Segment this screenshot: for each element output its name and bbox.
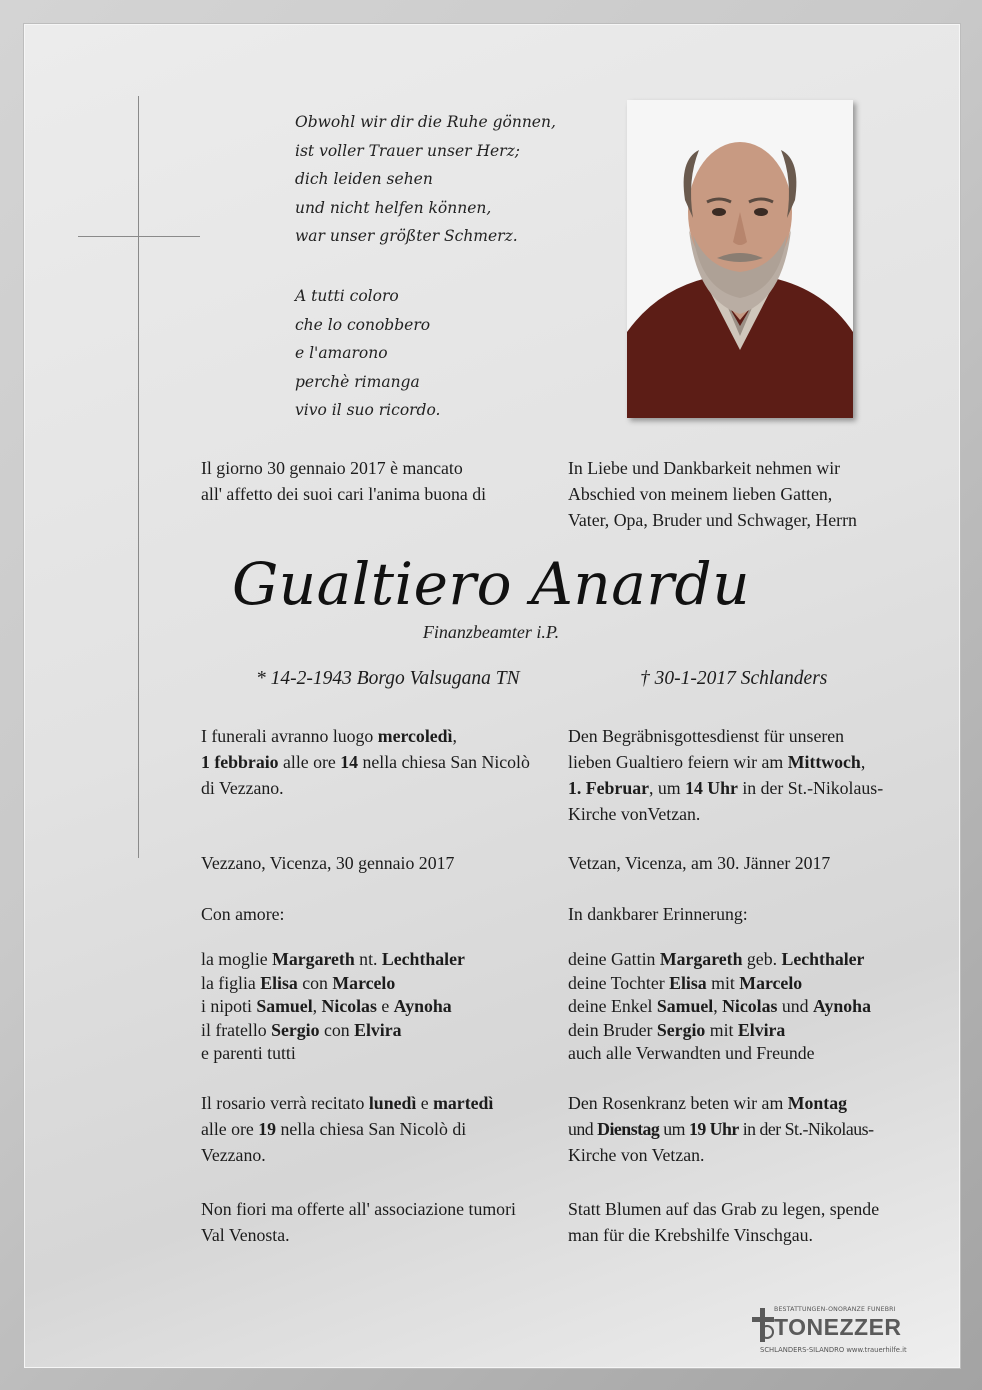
flowers-german: Statt Blumen auf das Grab zu legen, spende man für die Krebshilfe Vinschgau.: [568, 1199, 880, 1245]
deceased-name: Gualtiero Anardu: [231, 550, 751, 618]
intro-german: In Liebe und Dankbarkeit nehmen wir Abschied von meinem lieben Gatten, Vater, Opa, Bruder und Schwager, Herrn: [568, 458, 857, 530]
intro-italian: Il giorno 30 gennaio 2017 è mancato all' affetto dei suoi cari l'anima buona di: [201, 458, 487, 504]
family-italian: la moglie Margareth nt. Lechthaler la figlia Elisa con Marcelo i nipoti Samuel, Nicolas e Aynoha il fratello Sergio con Elvira e parenti tutti: [201, 949, 465, 1063]
family-german: deine Gattin Margareth geb. Lechthaler deine Tochter Elisa mit Marcelo deine Enkel Samuel, Nicolas und Aynoha dein Bruder Sergio mit Elvira auch alle Verwandten und Freunde: [568, 949, 871, 1063]
tonezzer-logo: [752, 1306, 930, 1360]
rosary-italian: Il rosario verrà recitato lunedì e martedì alle ore 19 nella chiesa San Nicolò di Vezzano.: [201, 1093, 494, 1165]
cross-horizontal-line: [78, 236, 200, 237]
profession: Finanzbeamter i.P.: [422, 622, 560, 642]
death-info: † 30-1-2017 Schlanders: [640, 668, 828, 689]
place-date-italian: Vezzano, Vicenza, 30 gennaio 2017: [201, 853, 455, 873]
portrait-photo: [627, 100, 853, 418]
logo-subtitle: BESTATTUNGEN-ONORANZE FUNEBRI: [774, 1306, 896, 1313]
place-date-german: Vetzan, Vicenza, am 30. Jänner 2017: [568, 853, 831, 873]
cross-vertical-line: [138, 96, 139, 858]
rosary-german: Den Rosenkranz beten wir am Montag und Dienstag um 19 Uhr in der St.-Nikolaus- Kirche von Vetzan.: [568, 1093, 874, 1165]
cross-logo-icon: [752, 1308, 774, 1342]
love-german: In dankbarer Erinnerung:: [568, 904, 748, 924]
birth-info: * 14-2-1943 Borgo Valsugana TN: [256, 668, 520, 689]
poem-german: Obwohl wir dir die Ruhe gönnen, ist voller Trauer unser Herz; dich leiden sehen und nicht helfen können, war unser größter Schmerz.: [295, 113, 556, 246]
logo-footer: SCHLANDERS-SILANDRO www.trauerhilfe.it: [760, 1346, 907, 1354]
flowers-italian: Non fiori ma offerte all' associazione tumori Val Venosta.: [201, 1199, 516, 1245]
logo-name: TONEZZER: [774, 1314, 902, 1340]
love-italian: Con amore:: [201, 904, 285, 924]
portrait-illustration: [627, 100, 853, 418]
poem-italian: A tutti coloro che lo conobbero e l'amarono perchè rimanga vivo il suo ricordo.: [295, 287, 441, 420]
funeral-german: Den Begräbnisgottesdienst für unseren lieben Gualtiero feiern wir am Mittwoch, 1. Februar, um 14 Uhr in der St.-Nikolaus- Kirche vonVetzan.: [568, 726, 884, 824]
funeral-italian: I funerali avranno luogo mercoledì, 1 febbraio alle ore 14 nella chiesa San Nicolò di Vezzano.: [201, 726, 530, 798]
